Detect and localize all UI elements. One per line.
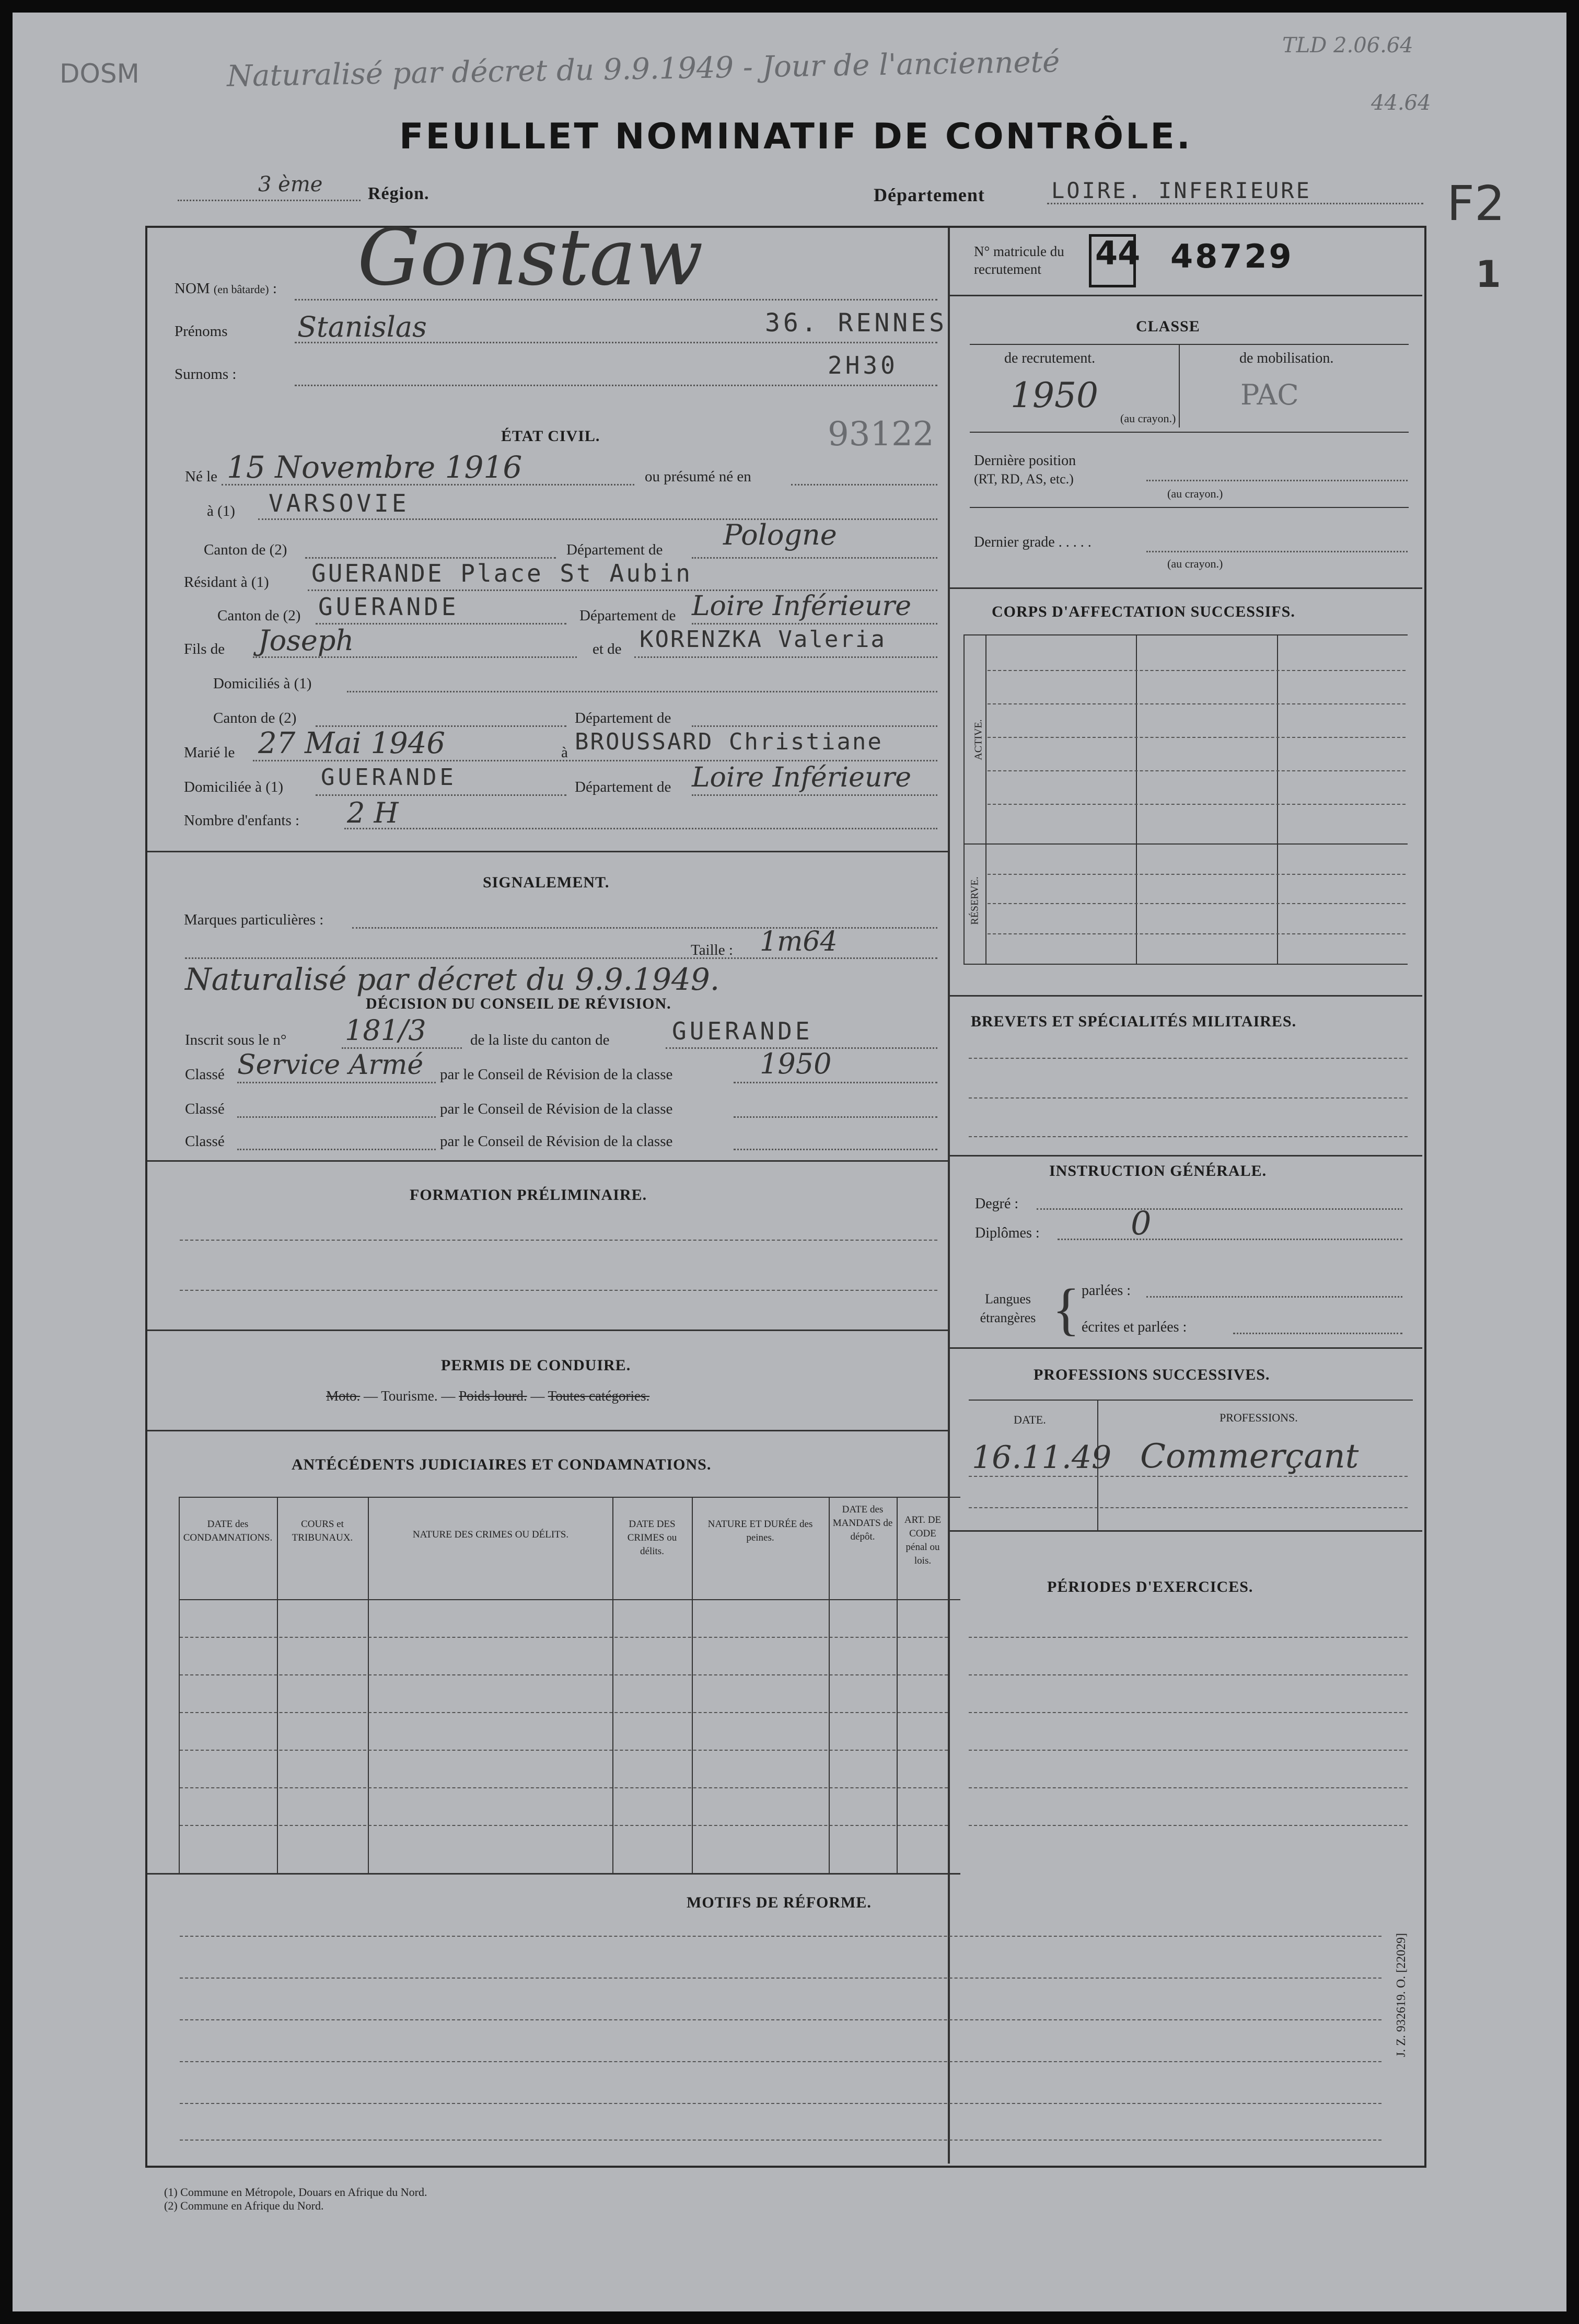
par-conseil-1: par le Conseil de Révision de la classe [440, 1066, 673, 1083]
col-nature-duree: NATURE ET DURÉE des peines. [707, 1519, 813, 1543]
col-nature-crimes: NATURE DES CRIMES OU DÉLITS. [412, 1529, 569, 1540]
dept4-label: Département de [575, 779, 671, 795]
instruction-heading: INSTRUCTION GÉNÉRALE. [1049, 1162, 1267, 1180]
footnote-1: (1) Commune en Métropole, Douars en Afrique du Nord. [164, 2186, 427, 2199]
classe-label-1: Classé [185, 1066, 225, 1083]
col-date-mandats: DATE des MANDATS de dépôt. [832, 1504, 893, 1542]
box-number: 1 [1476, 253, 1501, 296]
prof-value: Commerçant [1140, 1437, 1359, 1476]
etat-civil-heading: ÉTAT CIVIL. [501, 427, 600, 445]
formation-heading: FORMATION PRÉLIMINAIRE. [410, 1186, 647, 1204]
ecrites-label: écrites et parlées : [1082, 1319, 1187, 1335]
permis-poids: Poids lourd. [459, 1388, 527, 1404]
par-conseil-2: par le Conseil de Révision de la classe [440, 1101, 673, 1117]
marques-label: Marques particulières : [184, 911, 324, 928]
dept3-label: Département de [575, 710, 671, 726]
form-title: FEUILLET NOMINATIF DE CONTRÔLE. [399, 116, 1192, 157]
corps-reserve: RÉSERVE. [969, 876, 981, 925]
permis-moto: Moto. [326, 1388, 361, 1404]
classe-heading: CLASSE [1136, 318, 1200, 335]
dernier-grade-label: Dernier grade . . . . . [974, 534, 1092, 550]
dept2-label: Département de [579, 607, 676, 624]
taille-label: Taille : [691, 942, 733, 958]
professions-heading: PROFESSIONS SUCCESSIVES. [1034, 1366, 1270, 1383]
canton3-label: Canton de (2) [213, 710, 297, 726]
et-de-value: KORENZKA Valeria [640, 626, 886, 653]
footnote-2: (2) Commune en Afrique du Nord. [164, 2199, 324, 2212]
printer-code: J. Z. 932619. O. [22029] [1395, 1933, 1409, 2057]
dept-value: Pologne [723, 518, 837, 551]
recrutement-label: de recrutement. [1004, 350, 1096, 366]
canton2-label: Canton de (2) [217, 607, 301, 624]
enfants-label: Nombre d'enfants : [184, 812, 300, 829]
antecedents-heading: ANTÉCÉDENTS JUDICIAIRES ET CONDAMNATIONS. [292, 1456, 712, 1473]
au-crayon-1: (au crayon.) [1120, 412, 1176, 425]
fils-value: Joseph [258, 624, 354, 657]
liste-value: GUERANDE [672, 1017, 813, 1045]
canton-label: Canton de (2) [204, 541, 287, 558]
resident-value: GUERANDE Place St Aubin [311, 559, 692, 587]
nom-label: NOM (en bâtarde) : [175, 280, 277, 297]
prof-date-col: DATE. [1014, 1413, 1046, 1426]
permis-toutes: Toutes catégories. [548, 1388, 650, 1404]
domiciliee-value: GUERANDE [321, 764, 457, 791]
marie-a-value: BROUSSARD Christiane [575, 729, 883, 755]
archive-code: DOSM [60, 59, 140, 89]
inscrit-label: Inscrit sous le n° [185, 1032, 287, 1048]
signalement-heading: SIGNALEMENT. [483, 874, 610, 891]
col-date-crimes: DATE DES CRIMES ou délits. [627, 1519, 677, 1557]
dept4-value: Loire Inférieure [692, 762, 912, 793]
enfants-value: 2 H [347, 796, 399, 829]
brevets-heading: BREVETS ET SPÉCIALITÉS MILITAIRES. [971, 1013, 1297, 1030]
form-sheet [13, 13, 1566, 2311]
departement-value: LOIRE. INFERIEURE [1051, 178, 1311, 203]
marie-a-label: à [561, 744, 568, 761]
permis-tourisme: Tourisme. [381, 1388, 438, 1404]
code-93122: 93122 [828, 415, 934, 454]
et-de-label: et de [593, 641, 622, 657]
col-cours-tribunaux: COURS et TRIBUNAUX. [292, 1519, 353, 1543]
recruit-office: 36. RENNES [765, 308, 947, 338]
degre-label: Degré : [975, 1196, 1019, 1212]
recrutement-value: 1950 [1011, 375, 1098, 415]
dept2-value: Loire Inférieure [692, 591, 912, 622]
permis-heading: PERMIS DE CONDUIRE. [441, 1357, 631, 1374]
matricule-dept: 44 [1095, 234, 1141, 272]
domiciliee-label: Domiciliée à (1) [184, 779, 284, 795]
corps-heading: CORPS D'AFFECTATION SUCCESSIFS. [992, 603, 1295, 620]
prenoms-label: Prénoms [175, 323, 228, 340]
prof-prof-col: PROFESSIONS. [1220, 1411, 1298, 1424]
parlees-label: parlées : [1082, 1282, 1131, 1299]
taille-value: 1m64 [760, 926, 838, 957]
derniere-position-sub: (RT, RD, AS, etc.) [974, 471, 1074, 487]
liste-label: de la liste du canton de [470, 1032, 610, 1048]
diplomes-value: 0 [1131, 1204, 1152, 1242]
region-value: 3 ème [258, 172, 323, 196]
par-conseil-3: par le Conseil de Révision de la classe [440, 1133, 673, 1150]
classe-label-3: Classé [185, 1133, 225, 1150]
ne-le-value: 15 Novembre 1916 [227, 449, 523, 485]
presume-label: ou présumé né en [645, 468, 751, 485]
classe-value: Service Armé [237, 1049, 424, 1081]
pencil-note: Naturalisé par décret du 9.9.1949 - Jour de l'ancienneté [226, 45, 1060, 94]
reforme-heading: MOTIFS DE RÉFORME. [687, 1894, 872, 1911]
marie-label: Marié le [184, 744, 235, 761]
naturalise-note: Naturalisé par décret du 9.9.1949. [185, 962, 720, 997]
corps-active: ACTIVE. [972, 719, 984, 760]
departement-label: Département [874, 184, 985, 205]
ne-le-label: Né le [185, 468, 217, 485]
inscrit-value: 181/3 [345, 1014, 426, 1047]
region-label: Région. [368, 184, 429, 203]
nom-value: Gonstaw [357, 212, 703, 303]
matricule-label: N° matricule du recrutement [974, 244, 1064, 277]
box-code: F2 [1447, 176, 1505, 232]
resident-label: Résidant à (1) [184, 574, 269, 591]
corner-note-2: 44.64 [1371, 91, 1431, 115]
corner-note-1: TLD 2.06.64 [1282, 33, 1413, 57]
a-label: à (1) [207, 503, 235, 519]
dept-label: Département de [566, 541, 663, 558]
matricule-number: 48729 [1170, 237, 1294, 275]
mobilisation-label: de mobilisation. [1239, 350, 1334, 366]
fils-label: Fils de [184, 641, 225, 657]
langues-brace: { [1052, 1277, 1080, 1341]
classe-label-2: Classé [185, 1101, 225, 1117]
col-date-condamnations: DATE des CONDAMNATIONS. [183, 1519, 273, 1543]
canton2-value: GUERANDE [318, 593, 459, 621]
a-value: VARSOVIE [269, 489, 410, 517]
derniere-position-label: Dernière position [974, 453, 1076, 469]
marie-value: 27 Mai 1946 [258, 726, 446, 760]
domicilies-label: Domiciliés à (1) [213, 675, 312, 692]
langues-label: Langues étrangères [980, 1291, 1036, 1325]
code-2h30: 2H30 [828, 351, 898, 379]
prenoms-value: Stanislas [297, 310, 427, 343]
exercices-heading: PÉRIODES D'EXERCICES. [1047, 1578, 1253, 1595]
revision-heading: DÉCISION DU CONSEIL DE RÉVISION. [366, 995, 671, 1012]
au-crayon-2: (au crayon.) [1167, 487, 1223, 500]
classe-year: 1950 [760, 1047, 832, 1080]
surnoms-label: Surnoms : [175, 366, 237, 383]
diplomes-label: Diplômes : [975, 1225, 1040, 1241]
au-crayon-3: (au crayon.) [1167, 557, 1223, 570]
permis-categories: Moto. — Tourisme. — Poids lourd. — Toutes catégories. [326, 1388, 650, 1404]
col-art-code: ART. DE CODE pénal ou lois. [904, 1514, 942, 1566]
prof-date-value: 16.11.49 [972, 1439, 1112, 1476]
mobilisation-value: PAC [1240, 378, 1299, 411]
